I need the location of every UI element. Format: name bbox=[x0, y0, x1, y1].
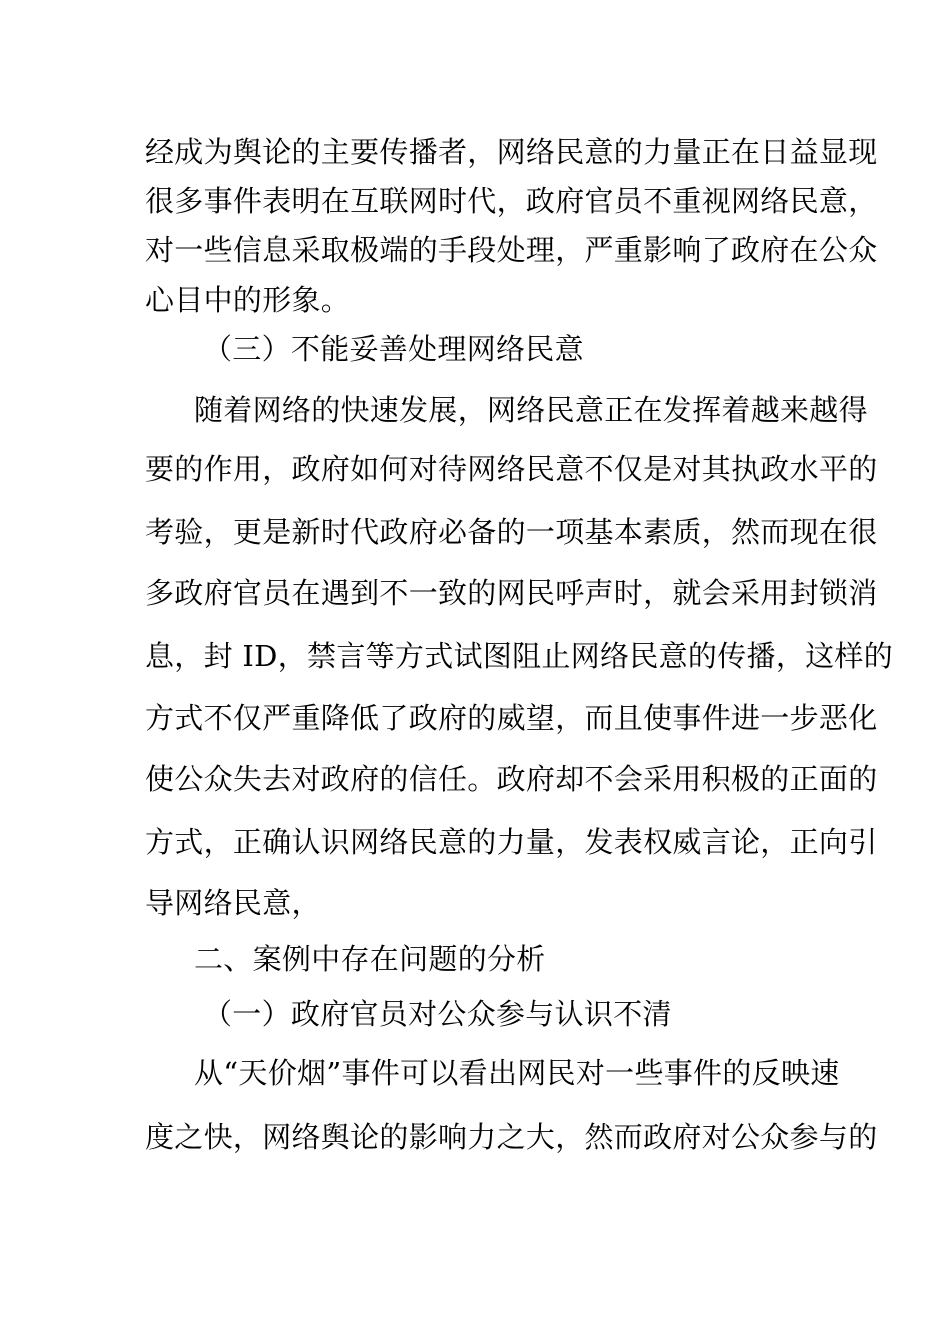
paragraph-line: 随着网络的快速发展，网络民意正在发挥着越来越得 bbox=[194, 393, 868, 427]
paragraph-line: 度之快，网络舆论的影响力之大，然而政府对公众参与的 bbox=[145, 1120, 878, 1154]
paragraph-line: 导网络民意， bbox=[145, 886, 321, 920]
paragraph-line: 多政府官员在遇到不一致的网民呼声时，就会采用封锁消 bbox=[145, 576, 878, 610]
paragraph-line: 对一些信息采取极端的手段处理，严重影响了政府在公众 bbox=[145, 233, 878, 267]
paragraph-line: 使公众失去对政府的信任。政府却不会采用积极的正面的 bbox=[145, 762, 878, 796]
paragraph-line: 从“天价烟”事件可以看出网民对一些事件的反映速 bbox=[194, 1056, 840, 1090]
subsection-heading: （一）政府官员对公众参与认识不清 bbox=[203, 997, 672, 1031]
section-heading: （三）不能妥善处理网络民意 bbox=[203, 332, 584, 366]
section-heading: 二、案例中存在问题的分析 bbox=[194, 942, 546, 976]
paragraph-line: 方式，正确认识网络民意的力量，发表权威言论，正向引 bbox=[145, 825, 878, 859]
paragraph-line: 经成为舆论的主要传播者，网络民意的力量正在日益显现 bbox=[145, 135, 878, 169]
paragraph-line: 息，封 ID，禁言等方式试图阻止网络民意的传播，这样的 bbox=[145, 639, 894, 673]
paragraph-line: 考验，更是新时代政府必备的一项基本素质，然而现在很 bbox=[145, 515, 878, 549]
paragraph-line: 很多事件表明在互联网时代，政府官员不重视网络民意， bbox=[145, 184, 878, 218]
paragraph-line: 方式不仅严重降低了政府的威望，而且使事件进一步恶化 bbox=[145, 701, 878, 735]
paragraph-line: 要的作用，政府如何对待网络民意不仅是对其执政水平的 bbox=[145, 452, 878, 486]
paragraph-line: 心目中的形象。 bbox=[145, 283, 351, 317]
